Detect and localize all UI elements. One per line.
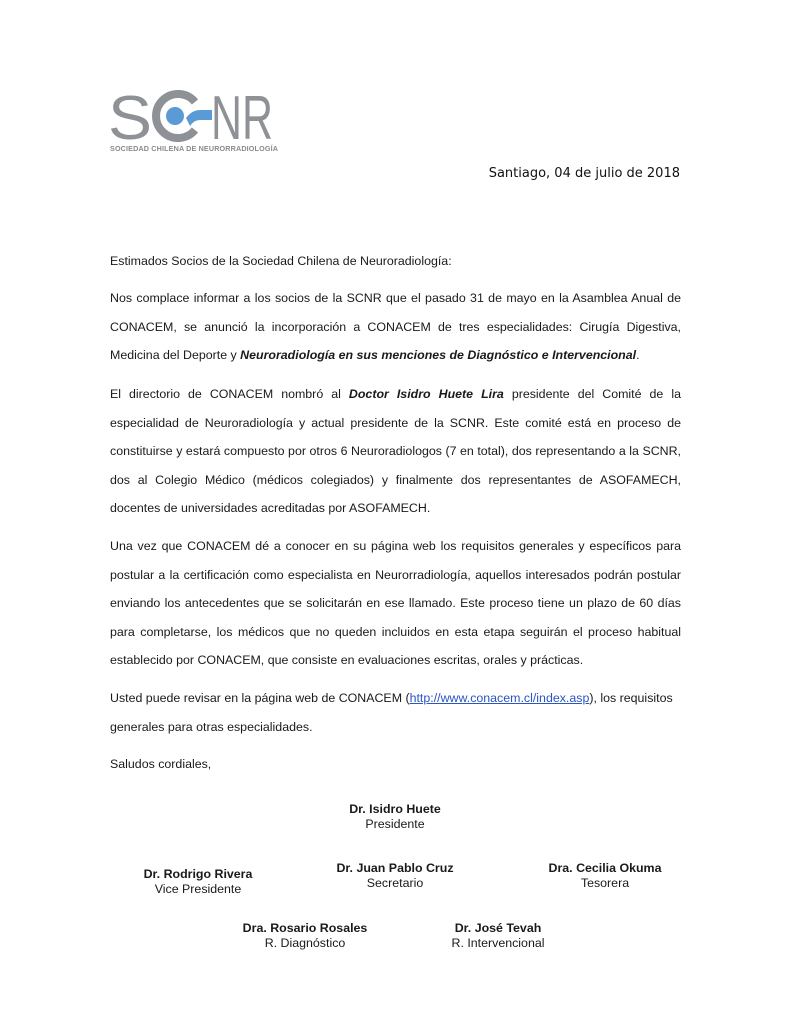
logo-subtitle: SOCIEDAD CHILENA DE NEURORRADIOLOGÍA	[110, 144, 279, 153]
signatory-role: Secretario	[366, 876, 424, 890]
logo-blue-swoosh	[186, 110, 212, 126]
signature-diagnostic-rep	[243, 921, 368, 951]
paragraph-text: Usted puede revisar en la página web de CONACEM (	[110, 691, 410, 705]
closing	[110, 750, 681, 779]
signatory-role: Tesorera	[580, 876, 630, 890]
emphasis-text: Neuroradiología en sus menciones de Diagnóstico e Intervencional	[240, 348, 637, 363]
letter-date: Santiago, 04 de julio de 2018	[488, 166, 680, 181]
conacem-link[interactable]: http://www.conacem.cl/index.asp	[409, 691, 590, 705]
paragraph-process	[110, 532, 681, 675]
svg-text:NR: NR	[211, 88, 273, 144]
closing-text: Saludos cordiales,	[110, 757, 212, 771]
greeting	[110, 247, 681, 276]
signatory-role: R. Intervencional	[451, 936, 545, 950]
signature-interventional-rep	[452, 921, 545, 951]
signatory-name: Dr. Isidro Huete	[349, 802, 441, 816]
signatory-name: Dra. Cecilia Okuma	[548, 861, 662, 875]
signature-secretary	[336, 861, 453, 891]
paragraph-text: presidente del Comité de la especialidad de Neuroradiología y actual presidente de la SCNR. Este comité está en proceso de constituirse y estará compuesto por otros 6 Neuroradiologos (7 en total), dos representando a la SCNR, dos al Colegio Médico (médicos colegiados) y finalmente dos representantes de ASOFAMECH, docentes de universidades acreditadas por ASOFAMECH.	[110, 387, 681, 516]
signatory-name: Dr. José Tevah	[454, 921, 542, 935]
emphasis-name: Doctor Isidro Huete Lira	[348, 387, 504, 401]
paragraph-text: ), los requisitos generales para otras especialidades.	[110, 691, 673, 734]
scnr-logo-mark	[108, 88, 278, 144]
paragraph-text: Nos complace informar a los socios de la SCNR que el pasado 31 de mayo en la Asamblea Anual de CONACEM, se anunció la incorporación a CONACEM de tres especialidades: Cirugía Digestiva, Medicina del Deporte y	[110, 291, 681, 363]
paragraph-text: Una vez que CONACEM dé a conocer en su página web los requisitos generales y específicos para postular a la certificación como especialista en Neurorradiología, aquellos interesados podrán postular enviando los antecedentes que se solicitarán en ese llamado. Este proceso tiene un plazo de 60 días para completarse, los médicos que no queden incluidos en esta etapa seguirán el proceso habitual establecido por CONACEM, que consiste en evaluaciones escritas, orales y prácticas.	[110, 539, 681, 668]
signatory-role: R. Diagnóstico	[264, 936, 346, 950]
signatory-role: Presidente	[365, 817, 425, 831]
signature-treasurer	[549, 861, 662, 891]
scnr-logo	[108, 88, 278, 158]
signature-president	[349, 802, 441, 832]
signatory-name: Dr. Juan Pablo Cruz	[336, 861, 454, 875]
logo-blue-dot	[166, 107, 184, 125]
punctuation: .	[636, 348, 640, 363]
signatory-name: Dra. Rosario Rosales	[242, 921, 368, 935]
paragraph-text: El directorio de CONACEM nombró al	[110, 387, 349, 401]
signatory-name: Dr. Rodrigo Rivera	[143, 867, 253, 881]
paragraph-announcement	[110, 284, 681, 370]
svg-text:S: S	[108, 88, 152, 144]
paragraph-website	[110, 684, 681, 741]
signatory-role: Vice Presidente	[154, 882, 242, 896]
paragraph-committee	[110, 380, 681, 523]
greeting-text: Estimados Socios de la Sociedad Chilena de Neuroradiología:	[110, 254, 452, 268]
signature-vice-president	[144, 867, 253, 897]
